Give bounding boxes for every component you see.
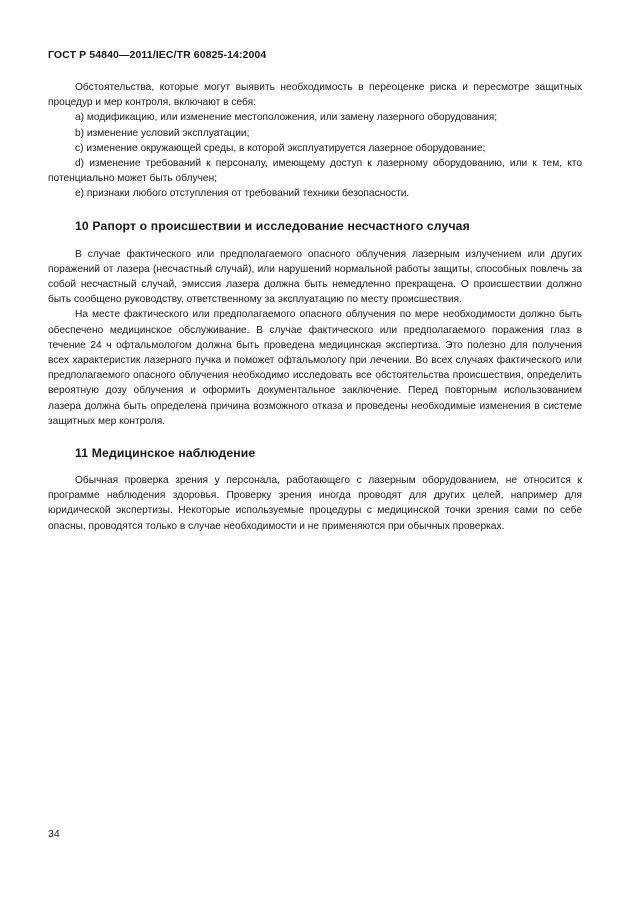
list-item: b) изменение условий эксплуатации; <box>75 127 250 139</box>
section-10-title: 10 Рапорт о происшествии и исследование несчастного случая <box>75 218 470 233</box>
list-item: d) изменение требований к персоналу, имеющему доступ к лазерному оборудованию, или к тем, кто потенциально может быть облучен; <box>48 158 582 185</box>
section-11-paragraph: Обычная проверка зрения у персонала, работающего с лазерным оборудованием, не относится к программе наблюдения здоровья. Проверку зрения иногда проводят для других целей, например для юридической экспертизы. Некоторые используемые процедуры с медицинской точки зрения сами по себе опасны, проводятся только в случае необходимости и не применяются при обычных проверках. <box>48 475 582 532</box>
page-number: 34 <box>48 828 60 840</box>
list-item: c) изменение окружающей среды, в которой эксплуатируется лазерное оборудование; <box>75 142 486 154</box>
document-body <box>48 80 582 534</box>
document-header: ГОСТ Р 54840—2011/IEC/TR 60825-14:2004 <box>48 49 267 61</box>
section-10-paragraph: На месте фактического или предполагаемого опасного облучения по мере необходимости должно быть обеспечено медицинское обслуживание. В случае фактического или предполагаемого поражения глаз в течение 24 ч офтальмологом должна быть проведена медицинская экспертиза. Это полезно для получения всех характеристик лазерного пучка и поможет офтальмологу при лечении. Во всех случаях фактического или предполагаемого опасного облучения необходимо исследовать все обстоятельства происшествия, определить вероятную дозу облучения и оформить документальное заключение. Перед повторным использованием лазера должна быть определена причина возможного отказа и проведены необходимые изменения в системе защитных мер контроля. <box>48 309 582 427</box>
section-10-paragraph: В случае фактического или предполагаемого опасного облучения лазерным излучением или других поражений от лазера (несчастный случай), или нарушений нормальной работы защиты, способных повлечь за собой несчастный случай, эмиссия лазера должна быть немедленно прекращена. О происшествии должно быть сообщено руководству, ответственному за эксплуатацию по месту происшествия. <box>48 248 582 306</box>
list-item: a) модификацию, или изменение местоположения, или замену лазерного оборудования; <box>75 112 498 124</box>
intro-paragraph: Обстоятельства, которые могут выявить необходимость в переоценке риска и пересмотре защитных процедур и мер контроля, включают в себя: <box>48 82 582 109</box>
list-item: e) признаки любого отступления от требований техники безопасности. <box>75 188 410 200</box>
section-11-title: 11 Медицинское наблюдение <box>75 446 256 461</box>
